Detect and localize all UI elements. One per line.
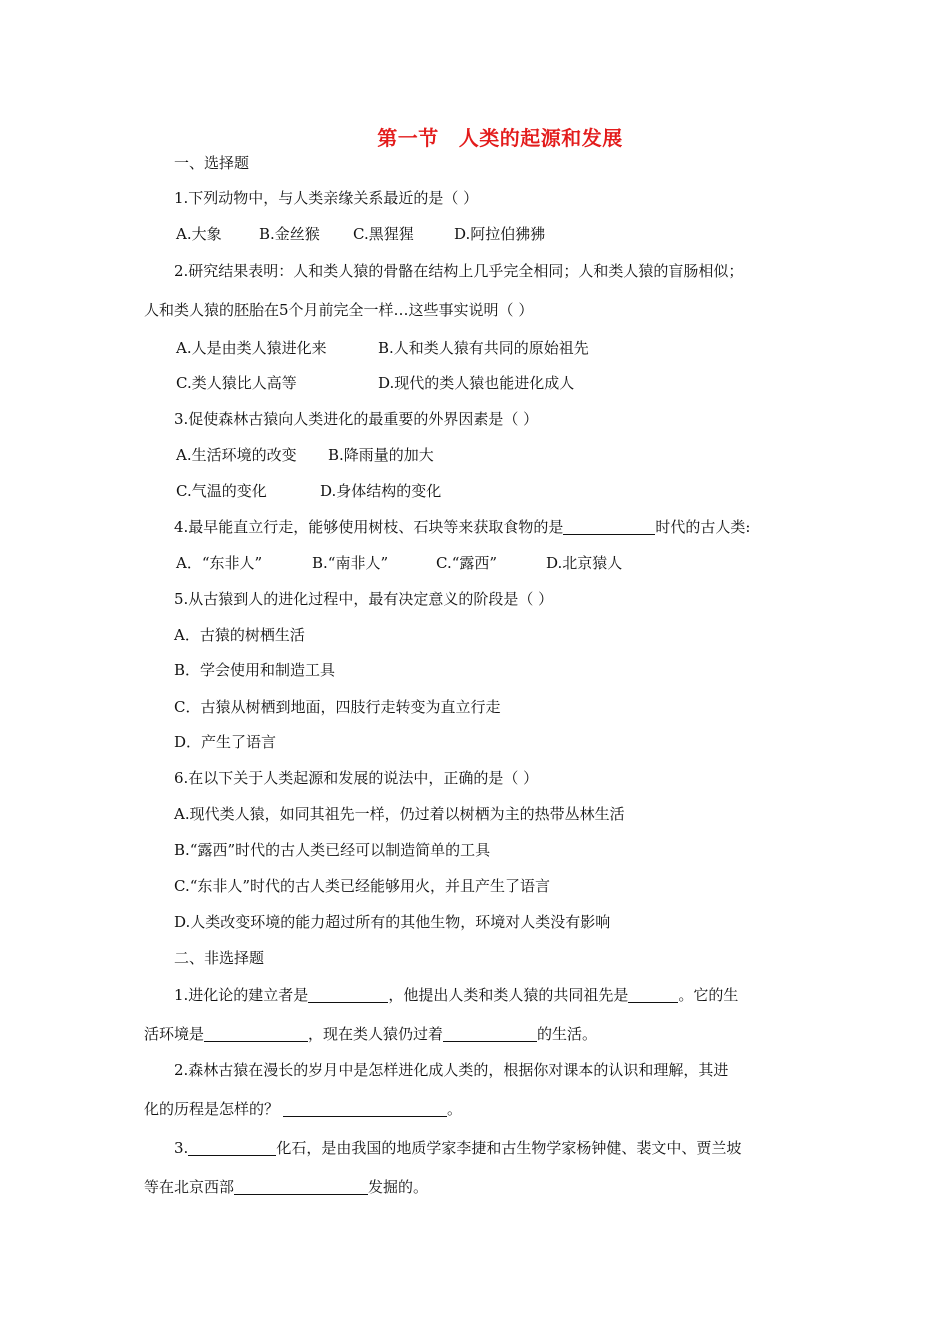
q6-option-a: A.现代类人猿，如同其祖先一样，仍过着以树栖为主的热带丛林生活 [174, 805, 625, 823]
q2-option-d: D.现代的类人猿也能进化成人 [378, 374, 575, 392]
f2-text-1: 化的历程是怎样的？ [144, 1100, 280, 1118]
q5-option-c: C．古猿从树栖到地面，四肢行走转变为直立行走 [174, 698, 501, 716]
q4-stem-after: 时代的古人类: [655, 518, 751, 536]
q4-option-a: A．“东非人” [176, 554, 263, 572]
q5-option-d: D．产生了语言 [174, 733, 277, 751]
q1-stem: 1.下列动物中，与人类亲缘关系最近的是（ ） [174, 189, 479, 207]
q3-stem: 3.促使森林古猿向人类进化的最重要的外界因素是（ ） [174, 410, 539, 428]
q4-option-d: D.北京猿人 [546, 554, 623, 572]
f3-text-1: 3. [174, 1139, 189, 1157]
q2-option-b: B.人和类人猿有共同的原始祖先 [378, 339, 589, 357]
q6-option-b: B.“露西”时代的古人类已经可以制造简单的工具 [174, 841, 491, 859]
f3-blank-1[interactable] [188, 1139, 276, 1156]
f1-line1 [174, 985, 738, 1005]
f3-blank-2[interactable] [234, 1178, 368, 1195]
q3-option-d: D.身体结构的变化 [320, 482, 442, 500]
title-chapter: 第一节 [377, 126, 439, 150]
q1-option-c: C.黑猩猩 [353, 225, 414, 243]
q6-stem: 6.在以下关于人类起源和发展的说法中，正确的是（ ） [174, 769, 539, 787]
f1-blank-1[interactable] [308, 986, 388, 1003]
q6-option-c: C.“东非人”时代的古人类已经能够用火，并且产生了语言 [174, 877, 551, 895]
q1-option-d: D.阿拉伯狒狒 [454, 225, 546, 243]
f2-line2 [144, 1099, 462, 1119]
f1-text-2: ，他提出人类和类人猿的共同祖先是 [388, 986, 629, 1004]
f2-blank[interactable] [283, 1100, 447, 1117]
f3-line1 [174, 1138, 741, 1158]
f2-text-2: 。 [447, 1100, 463, 1118]
q5-option-b: B．学会使用和制造工具 [174, 661, 336, 679]
q4-option-b: B.“南非人” [312, 554, 389, 572]
q6-option-d: D.人类改变环境的能力超过所有的其他生物，环境对人类没有影响 [174, 913, 611, 931]
q1-option-b: B.金丝猴 [259, 225, 320, 243]
q4-option-c: C.“露西” [436, 554, 498, 572]
f1-line2 [144, 1024, 597, 1044]
f1-text-3: 。它的生 [678, 986, 739, 1004]
f1-text-1: 1.进化论的建立者是 [174, 986, 309, 1004]
q1-option-a: A.大象 [176, 225, 222, 243]
q5-stem: 5.从古猿到人的进化过程中，最有决定意义的阶段是（ ） [174, 590, 554, 608]
f1-blank-3[interactable] [204, 1025, 308, 1042]
q4-answer-blank[interactable] [563, 518, 655, 535]
q2-option-c: C.类人猿比人高等 [176, 374, 297, 392]
f3-text-2: 化石，是由我国的地质学家李捷和古生物学家杨钟健、裴文中、贾兰坡 [276, 1139, 742, 1157]
title-topic: 人类的起源和发展 [458, 126, 623, 150]
q2-stem-line1: 2.研究结果表明：人和类人猿的骨骼在结构上几乎完全相同；人和类人猿的盲肠相似； [174, 262, 744, 280]
section-heading-choice: 一、选择题 [174, 154, 250, 172]
f3-line2 [144, 1177, 428, 1197]
q2-option-a: A.人是由类人猿进化来 [176, 339, 327, 357]
f1-text-5: ，现在类人猿仍过着 [308, 1025, 444, 1043]
page-title [0, 122, 950, 151]
q5-option-a: A．古猿的树栖生活 [174, 626, 305, 644]
f3-text-4: 发掘的。 [368, 1178, 429, 1196]
f1-text-4: 活环境是 [144, 1025, 205, 1043]
q4-stem [174, 517, 750, 537]
q3-option-b: B.降雨量的加大 [328, 446, 434, 464]
section-heading-nonchoice: 二、非选择题 [174, 949, 265, 967]
f2-line1: 2.森林古猿在漫长的岁月中是怎样进化成人类的，根据你对课本的认识和理解，其进 [174, 1061, 729, 1079]
q4-stem-before: 4.最早能直立行走，能够使用树枝、石块等来获取食物的是 [174, 518, 564, 536]
f1-text-6: 的生活。 [537, 1025, 598, 1043]
q3-option-a: A.生活环境的改变 [176, 446, 297, 464]
q2-stem-line2: 人和类人猿的胚胎在5个月前完全一样…这些事实说明（ ） [144, 301, 534, 319]
f1-blank-4[interactable] [443, 1025, 537, 1042]
q3-option-c: C.气温的变化 [176, 482, 267, 500]
f1-blank-2[interactable] [628, 986, 678, 1003]
f3-text-3: 等在北京西部 [144, 1178, 235, 1196]
